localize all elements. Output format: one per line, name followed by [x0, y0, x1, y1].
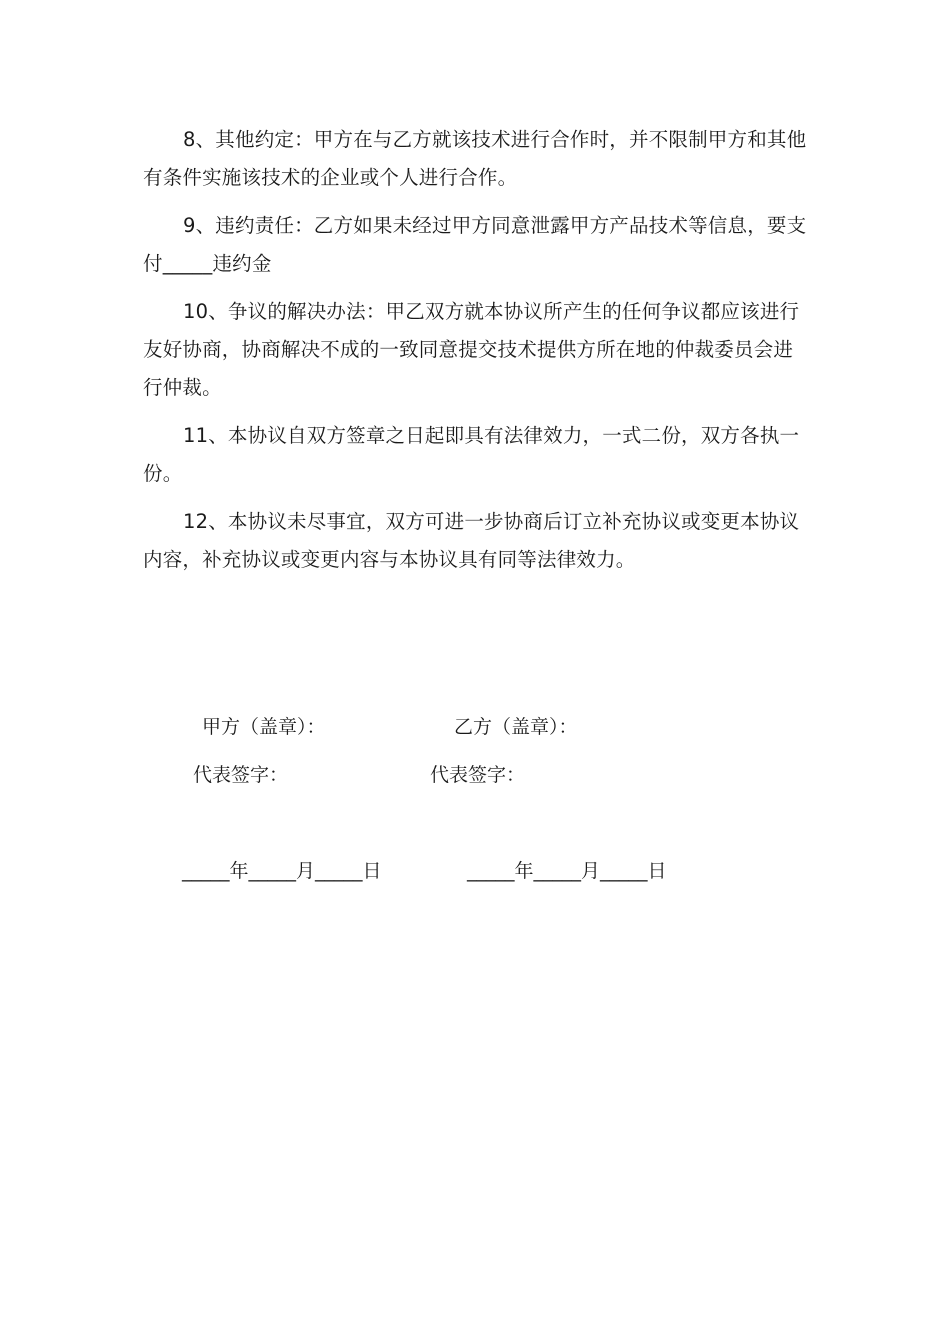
party-b-rep-label: 代表签字： — [430, 764, 526, 786]
clause-10: 10、争议的解决办法：甲乙双方就本协议所产生的任何争议都应该进行友好协商，协商解决不成的一致同意提交技术提供方所在地的仲裁委员会进行仲裁。 — [143, 300, 800, 399]
party-a-seal-label: 甲方（盖章）： — [202, 716, 326, 738]
clause-9: 9、违约责任：乙方如果未经过甲方同意泄露甲方产品技术等信息，要支付_____违约金 — [143, 214, 807, 275]
party-a-rep-label: 代表签字： — [193, 764, 289, 786]
party-b-seal-label: 乙方（盖章）： — [454, 716, 578, 738]
clause-11: 11、本协议自双方签章之日起即具有法律效力，一式二份，双方各执一份。 — [143, 424, 800, 485]
clause-12: 12、本协议未尽事宜，双方可进一步协商后订立补充协议或变更本协议内容，补充协议或变更内容与本协议具有同等法律效力。 — [143, 510, 800, 571]
party-b-date-line: _____年_____月_____日 — [467, 860, 667, 882]
clause-8: 8、其他约定：甲方在与乙方就该技术进行合作时，并不限制甲方和其他有条件实施该技术的企业或个人进行合作。 — [143, 128, 807, 189]
agreement-clauses — [143, 121, 808, 589]
party-a-date-line: _____年_____月_____日 — [182, 860, 382, 882]
